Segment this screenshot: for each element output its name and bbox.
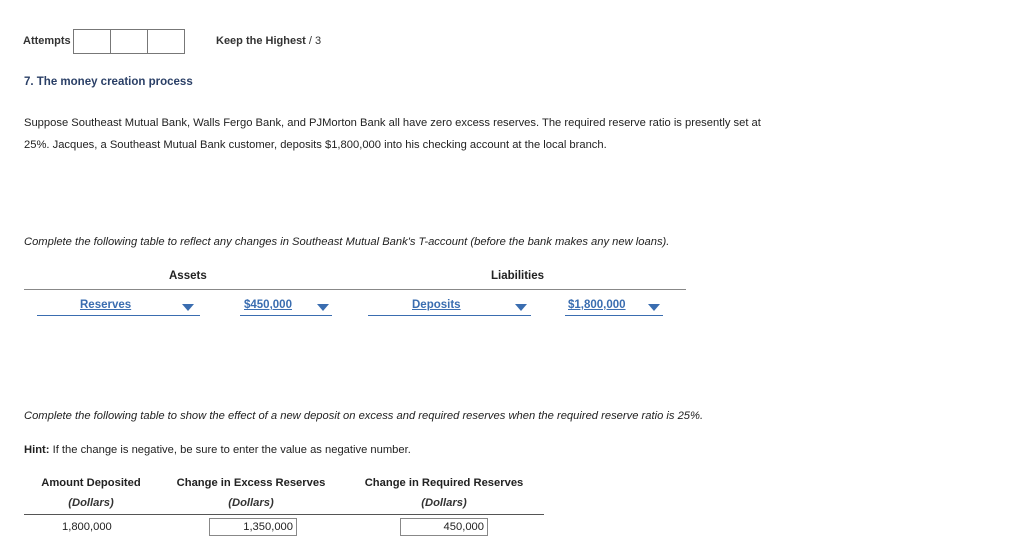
chevron-down-icon bbox=[648, 304, 660, 311]
attempt-box bbox=[73, 29, 111, 54]
attempts-label: Attempts bbox=[23, 35, 71, 47]
column-unit: (Dollars) bbox=[68, 497, 114, 509]
hint-label: Hint: bbox=[24, 444, 50, 456]
attempt-indicator bbox=[73, 29, 184, 54]
chevron-down-icon bbox=[317, 304, 329, 311]
column-header-change-excess: Change in Excess Reserves bbox=[176, 477, 326, 489]
hint bbox=[24, 444, 411, 456]
column-unit: (Dollars) bbox=[228, 497, 274, 509]
amount-deposited-value: 1,800,000 bbox=[62, 521, 112, 533]
chevron-down-icon bbox=[182, 304, 194, 311]
question-prompt-line: Suppose Southeast Mutual Bank, Walls Fergo Bank, and PJMorton Bank all have zero excess reserves. The required reserve ratio is presently set at bbox=[24, 117, 761, 129]
question-title: 7. The money creation process bbox=[24, 76, 193, 88]
hint-text: If the change is negative, be sure to enter the value as negative number. bbox=[52, 444, 411, 456]
attempt-box bbox=[110, 29, 148, 54]
assets-value-dropdown[interactable] bbox=[240, 297, 332, 316]
column-unit: (Dollars) bbox=[421, 497, 467, 509]
question-prompt-line: 25%. Jacques, a Southeast Mutual Bank customer, deposits $1,800,000 into his checking account at the local branch. bbox=[24, 139, 607, 151]
t-account-instruction: Complete the following table to reflect any changes in Southeast Mutual Bank's T-account (before the bank makes any new loans). bbox=[24, 236, 670, 248]
change-excess-input[interactable]: 1,350,000 bbox=[209, 518, 297, 536]
assets-item-value: Reserves bbox=[80, 299, 132, 311]
table-divider bbox=[24, 514, 544, 515]
grading-policy-max: / 3 bbox=[308, 35, 322, 47]
liabilities-value-value: $1,800,000 bbox=[568, 299, 626, 311]
liabilities-item-value: Deposits bbox=[412, 299, 461, 311]
column-header-change-required: Change in Required Reserves bbox=[364, 477, 524, 489]
attempt-box bbox=[147, 29, 185, 54]
liabilities-value-dropdown[interactable] bbox=[565, 297, 663, 316]
reserves-table-instruction: Complete the following table to show the effect of a new deposit on excess and required reserves when the required reserve ratio is 25%. bbox=[24, 410, 704, 422]
column-header-amount-deposited: Amount Deposited bbox=[41, 477, 141, 489]
grading-policy-label: Keep the Highest bbox=[216, 35, 306, 47]
grading-policy bbox=[216, 35, 321, 47]
change-required-input[interactable]: 450,000 bbox=[400, 518, 488, 536]
assets-value-value: $450,000 bbox=[244, 299, 292, 311]
chevron-down-icon bbox=[515, 304, 527, 311]
t-account-divider bbox=[24, 289, 686, 290]
liabilities-header: Liabilities bbox=[491, 270, 545, 282]
liabilities-item-dropdown[interactable] bbox=[368, 297, 531, 316]
assets-header: Assets bbox=[169, 270, 207, 282]
question-prompt bbox=[24, 112, 884, 156]
assets-item-dropdown[interactable] bbox=[37, 297, 200, 316]
